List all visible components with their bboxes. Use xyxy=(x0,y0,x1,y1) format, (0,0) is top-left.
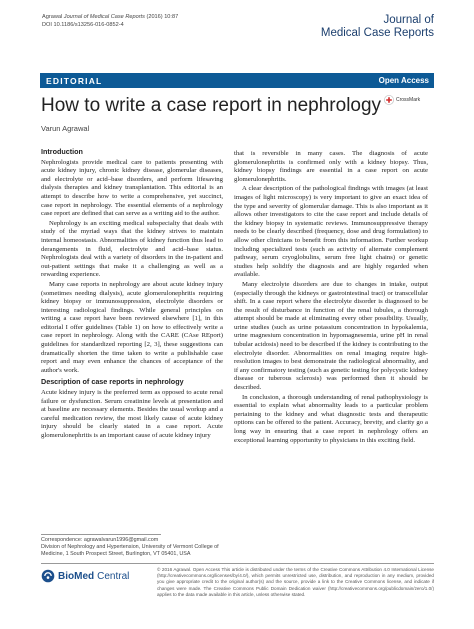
description-heading: Description of case reports in nephrology xyxy=(41,377,184,387)
biomed-central-logo[interactable] xyxy=(41,569,129,583)
citation-line-1: Agrawal Journal of Medical Case Reports (2016) 10:87 xyxy=(42,14,179,20)
correspondence-block xyxy=(41,537,231,559)
paragraph: Nephrology is an exciting medical subspecialty that deals with study of the myriad ways that the kidney strives to maintain internal homeostasis. Abnormalities of kidney function thus lead to derangements in fluid, electrolyte and acid–base status. Nephrologists deal with a variety of disorders in the in-patient and out-patient settings that make it a challenging as well as a rewarding experience. xyxy=(41,219,223,279)
journal-name[interactable] xyxy=(321,14,434,39)
citation-line-2: DOI 10.1186/s13256-016-0852-4 xyxy=(42,22,124,28)
right-column xyxy=(234,150,428,446)
crossmark-icon xyxy=(384,95,394,105)
logo-text-bold: BioMed xyxy=(58,570,95,582)
paragraph: Many electrolyte disorders are due to changes in intake, output (especially through the kidneys or gastrointestinal tract) or transcellular shift. In a case report where the electrolyte disorder is diagnosed to be the result of disturbance in function of the renal tubules, a thorough attempt should be made at eliminating every other possibility. Usually, urine studies (such as urine potassium concentration in hypokalemia, urine magnesium concentration in hypomagnesemia, urine pH in renal tubular acidosis) need to be described if the kidney is contributing to the electrolyte disorder. Abnormalities on renal imaging require high-resolution images to best demonstrate the radiological abnormality, and if any confirmatory testing (such as genetic testing for polycystic kidney disease or tuberous sclerosis) was performed then it should be described. xyxy=(234,280,428,392)
correspondence-email[interactable]: Correspondence: agrawalvarun1996@gmail.com xyxy=(41,537,159,543)
citation-journal-name: Journal of Medical Case Reports xyxy=(63,14,145,20)
biomed-central-icon xyxy=(41,569,55,583)
citation-header xyxy=(42,13,262,29)
correspondence-divider xyxy=(41,534,161,535)
left-column xyxy=(41,148,223,442)
introduction-heading: Introduction xyxy=(41,147,83,156)
paragraph: Nephrologists provide medical care to patients presenting with acute kidney injury, chronic kidney disease, glomerular diseases, and electrolyte or acid–base disorders, and perform lifesaving dialysis therapies and kidney transplantation. This editorial is an attempt to describe how to write a comprehensive, yet succinct, case report in nephrology. The essential elements of a nephrology case report are defined that can serve as a writing aid to the author. xyxy=(41,158,223,218)
crossmark-badge[interactable] xyxy=(384,95,420,105)
paragraph: In conclusion, a thorough understanding of renal pathophysiology is essential to explain what abnormality leads to a particular problem pertaining to the kidney and what diagnostic tests and therapeutic options can be offered to the patient. Accuracy, brevity, and clarity go a long way in ensuring that a case report in nephrology offers an exceptional learning opportunity to physicians in this exciting field. xyxy=(234,393,428,444)
paragraph: Many case reports in nephrology are about acute kidney injury (sometimes needing dialysis), acute glomerulonephritis requiring kidney biopsy or immunosuppression, electrolyte disorders or interesting radiological findings. While general principles on writing a case report have been reviewed elsewhere [1], in this editorial I offer guidelines (Table 1) on how to effectively write a case report in nephrology. Along with the CARE (CAse REport) guidelines for standardized reporting [2, 3], these suggestions can dramatically shorten the time taken to write a publishable case report and may even enhance the chances of acceptance of the author's work. xyxy=(41,280,223,374)
paragraph: A clear description of the pathological findings with images (at least images of light microscopy) is very important to give an exact idea of the type and severity of glomerular damage. This is also important as it allows other investigators to cite the case report and include details of the kidney biopsy in systematic reviews. Immunosuppressive therapy needs to be clearly described (frequency, dose and drug formulation) to allow other clinicians to benefit from this information. Further workup including specialized tests (such as activity of alternate complement pathway, serum cryoglobulins, serum free light chains) or genetic studies help solidify the diagnosis and are highly regarded when available. xyxy=(234,185,428,279)
logo-text-regular: Central xyxy=(97,570,130,582)
journal-name-line-1: Journal of xyxy=(383,14,434,26)
article-title: How to write a case report in nephrology xyxy=(41,95,382,116)
paragraph: Acute kidney injury is the preferred term as opposed to acute renal failure or dysfunction. Serum creatinine levels at presentation and at baseline are necessary elements. Besides the usual workup and a careful medication review, the most likely cause of acute kidney injury should be clearly stated in a case report. Acute glomerulonephritis is an important cause of acute kidney injury xyxy=(41,389,223,439)
journal-name-line-2: Medical Case Reports xyxy=(320,26,434,39)
section-banner xyxy=(40,73,434,88)
license-statement: © 2016 Agrawal. Open Access This article is distributed under the terms of the Creative Commons Attribution 4.0 International License (http://creativecommons.org/licenses/by/4.0/), which permits unrestricted use, distribution, and reproduction in any medium, provided you give appropriate credit to the original author(s) and the source, provide a link to the Creative Commons license, and indicate if changes were made. The Creative Commons Public Domain Dedication waiver (http://creativecommons.org/publicdomain/zero/1.0/) applies to the data made available in this article, unless otherwise stated. xyxy=(157,567,434,597)
author-affiliation: Division of Nephrology and Hypertension, University of Vermont College of Medicine, 1 South Prospect Street, Burlington, VT 05401, USA xyxy=(41,544,219,558)
footer-divider xyxy=(41,563,434,564)
paragraph: that is reversible in many cases. The diagnosis of acute glomerulonephritis is confirmed only with a kidney biopsy. Thus, kidney biopsy findings are essential in a case report on acute glomerulonephritis. xyxy=(234,150,428,183)
section-label: EDITORIAL xyxy=(46,75,103,86)
author-name: Varun Agrawal xyxy=(41,124,90,133)
crossmark-label: CrossMark xyxy=(396,97,421,103)
open-access-label: Open Access xyxy=(378,76,429,85)
